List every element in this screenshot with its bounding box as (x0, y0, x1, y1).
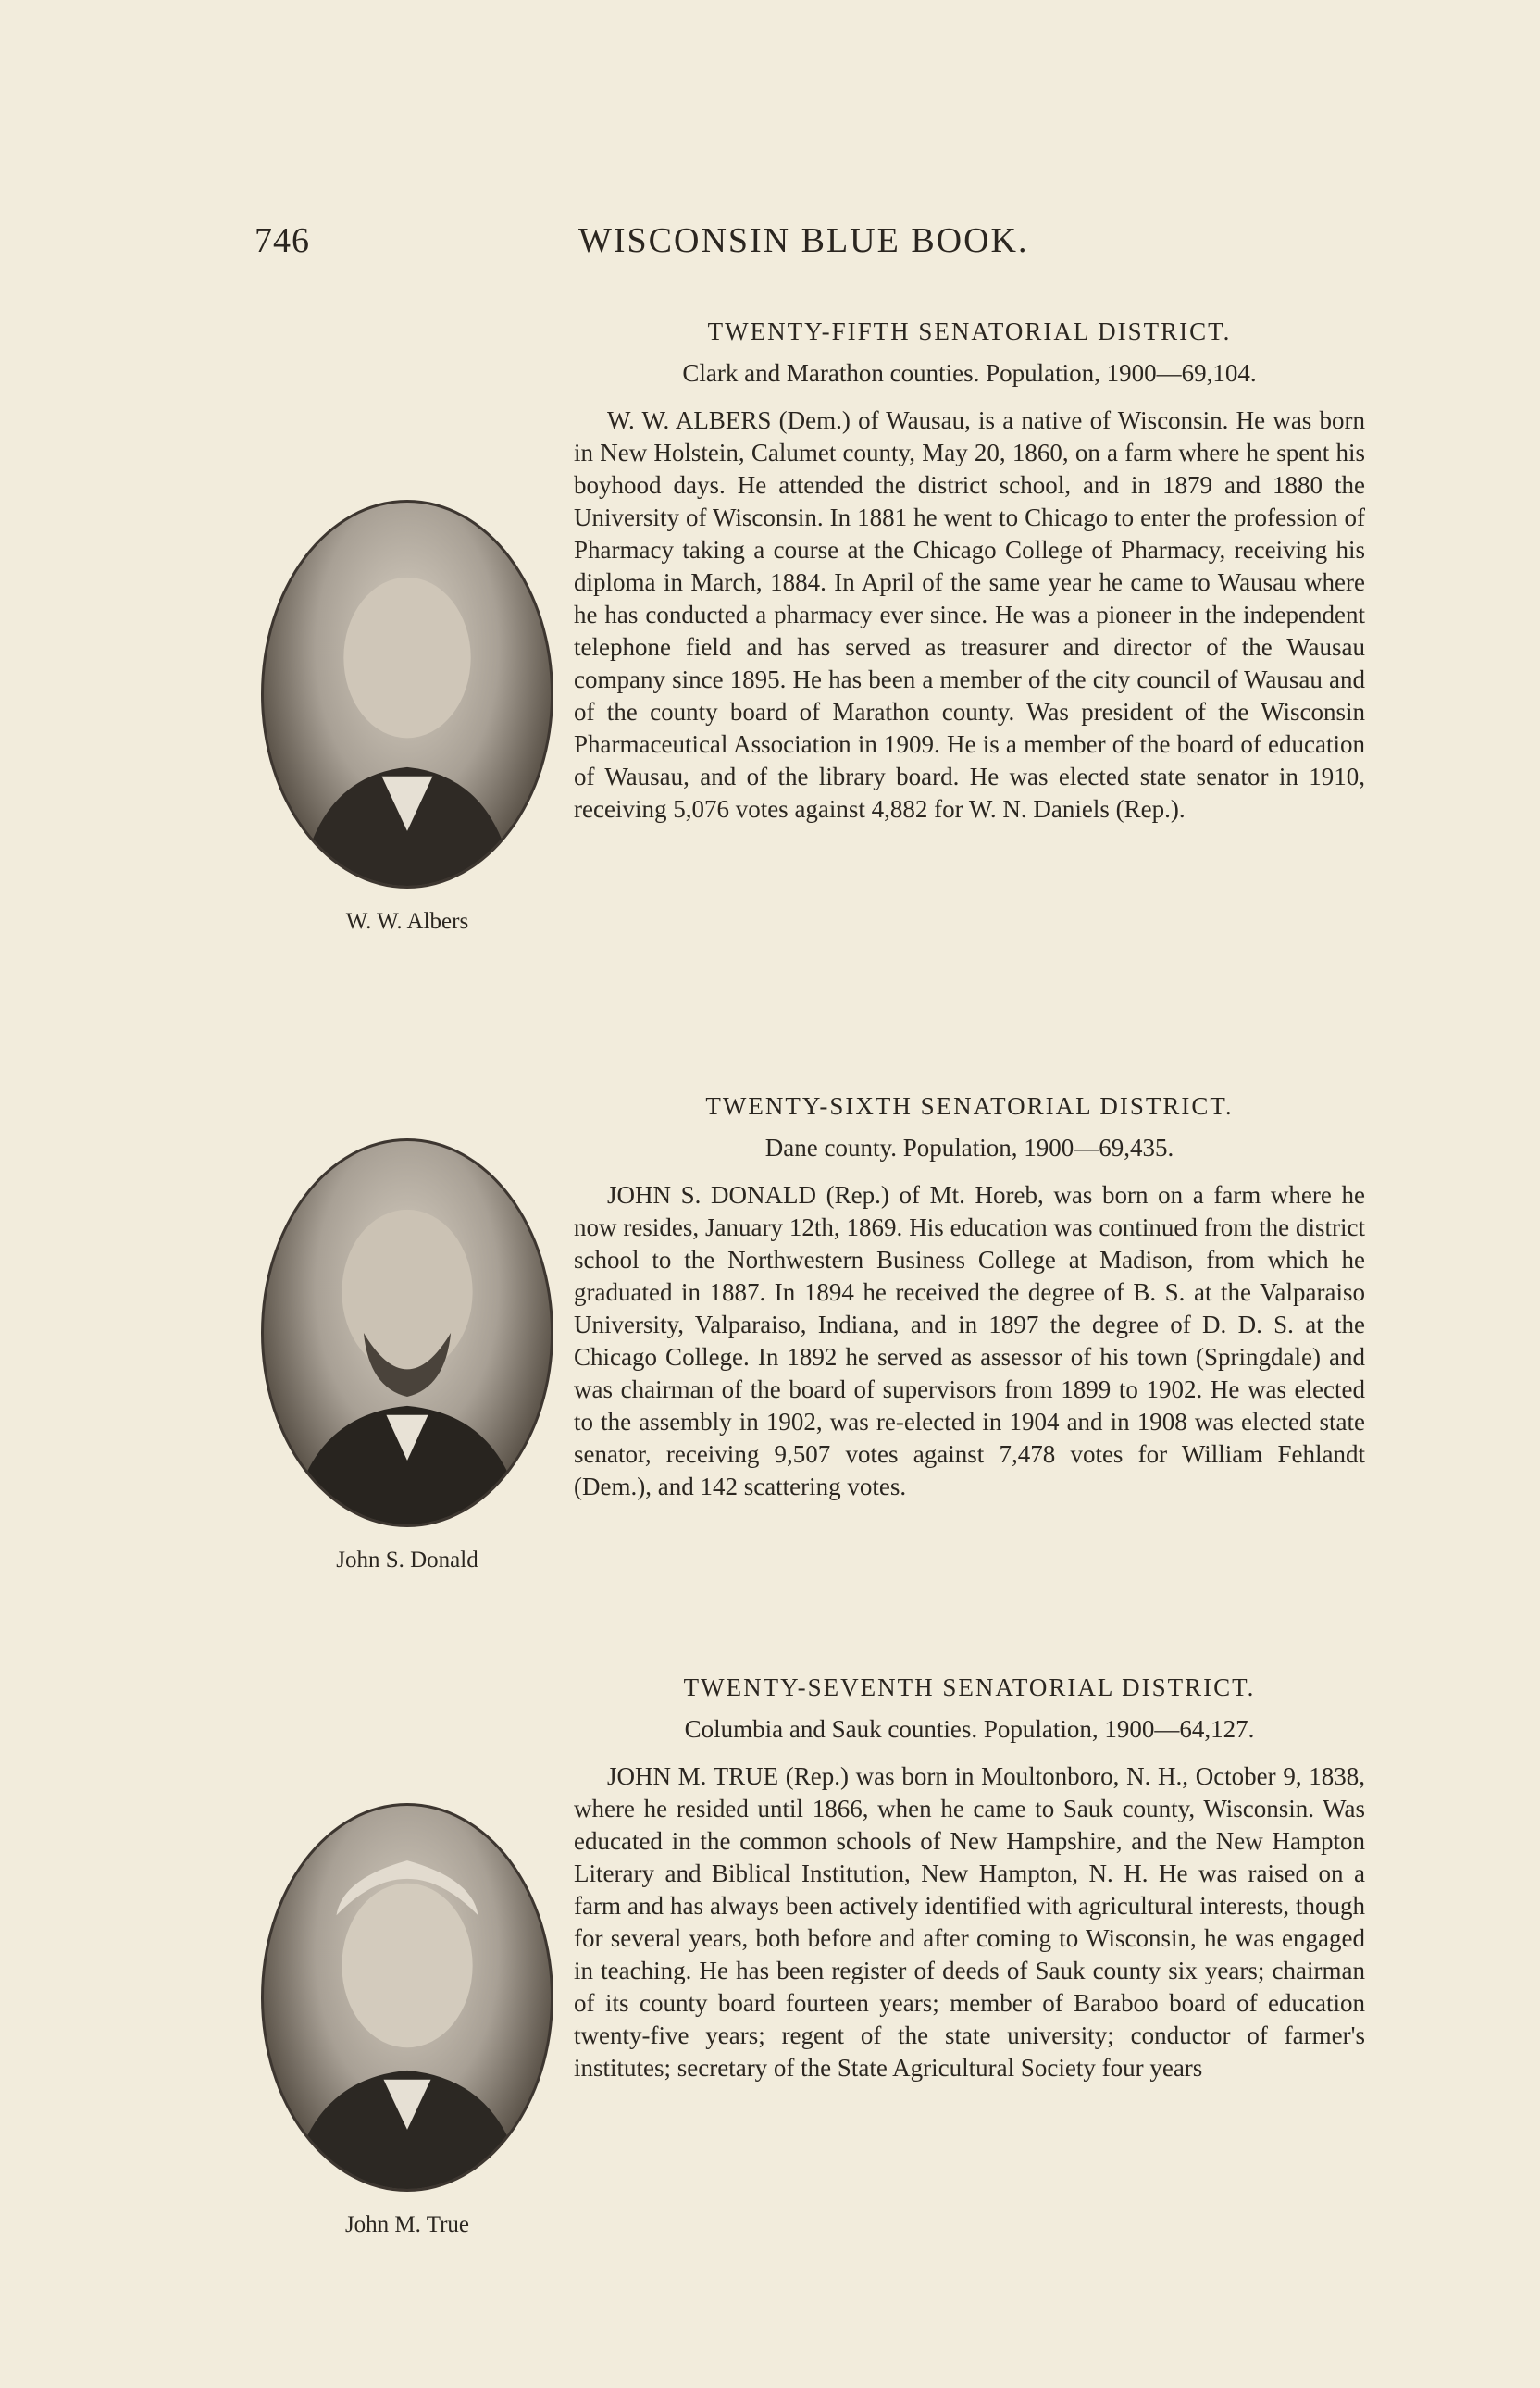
page-number: 746 (255, 221, 310, 260)
portrait-caption: John S. Donald (336, 1548, 478, 1573)
district-population: Clark and Marathon counties. Population, 1900—69,104. (682, 359, 1257, 387)
portrait-albers (261, 500, 553, 935)
district-section-25 (574, 317, 1365, 826)
portrait-caption: John M. True (344, 2212, 470, 2237)
district-section-27 (574, 1673, 1365, 2084)
portrait-photo (261, 1138, 553, 1527)
senator-biography: JOHN M. TRUE (Rep.) was born in Moultonboro, N. H., October 9, 1838, where he resided until 1866, when he came to Sauk county, Wisconsin. Was educated in the common schools of New Hampshire, and the New Hampton Literary and Biblical Institution, New Hampton, N. H. He was raised on a farm and has always been actively identified with agricultural interests, though for several years, both before and after coming to Wisconsin, he was engaged in teaching. He has been register of deeds of Sauk county six years; chairman of its county board fourteen years; member of Baraboo board of education twenty-five years; regent of the state university; conductor of farmer's institutes; secretary of the State Agricultural Society four years (574, 1762, 1365, 2082)
district-section-26 (574, 1092, 1365, 1503)
district-population: Columbia and Sauk counties. Population, 1900—64,127. (684, 1715, 1255, 1743)
district-population: Dane county. Population, 1900—69,435. (764, 1134, 1174, 1162)
district-title: TWENTY-SEVENTH SENATORIAL DISTRICT. (683, 1673, 1256, 1701)
portrait-photo (261, 1803, 553, 2192)
senator-biography: JOHN S. DONALD (Rep.) of Mt. Horeb, was born on a farm where he now resides, January 12th, 1869. His education was continued from the district school to the Northwestern Business College at Madison, from which he graduated in 1887. In 1894 he received the degree of B. S. at the Valparaiso University, Valparaiso, Indiana, and in 1897 the degree of D. D. S. at the Chicago College. In 1892 he served as assessor of his town (Springdale) and was chairman of the board of supervisors from 1899 to 1902. He was elected to the assembly in 1902, was re-elected in 1904 and in 1908 was elected state senator, receiving 9,507 votes against 7,478 votes for William Fehlandt (Dem.), and 142 scattering votes. (574, 1181, 1365, 1500)
senator-biography: W. W. ALBERS (Dem.) of Wausau, is a native of Wisconsin. He was born in New Holstein, Calumet county, May 20, 1860, on a farm where he spent his boyhood days. He attended the district school, and in 1879 and 1880 the University of Wisconsin. In 1881 he went to Chicago to enter the profession of Pharmacy taking a course at the Chicago College of Pharmacy, receiving his diploma in March, 1884. In April of the same year he came to Wausau where he has conducted a pharmacy ever since. He was a pioneer in the independent telephone field and has served as treasurer and director of the Wausau company since 1895. He has been a member of the city council of Wausau and of the county board of Marathon county. Was president of the Wisconsin Pharmaceutical Association in 1909. He is a member of the board of education of Wausau, and of the library board. He was elected state senator in 1910, receiving 5,076 votes against 4,882 for W. N. Daniels (Rep.). (574, 406, 1365, 823)
page-header (255, 220, 1365, 276)
portrait-true (261, 1803, 553, 2238)
district-title: TWENTY-SIXTH SENATORIAL DISTRICT. (705, 1092, 1234, 1120)
running-title: WISCONSIN BLUE BOOK. (578, 221, 1029, 260)
portrait-photo (261, 500, 553, 889)
district-title: TWENTY-FIFTH SENATORIAL DISTRICT. (707, 317, 1232, 345)
portrait-donald (261, 1138, 553, 1573)
portrait-caption: W. W. Albers (345, 909, 469, 934)
